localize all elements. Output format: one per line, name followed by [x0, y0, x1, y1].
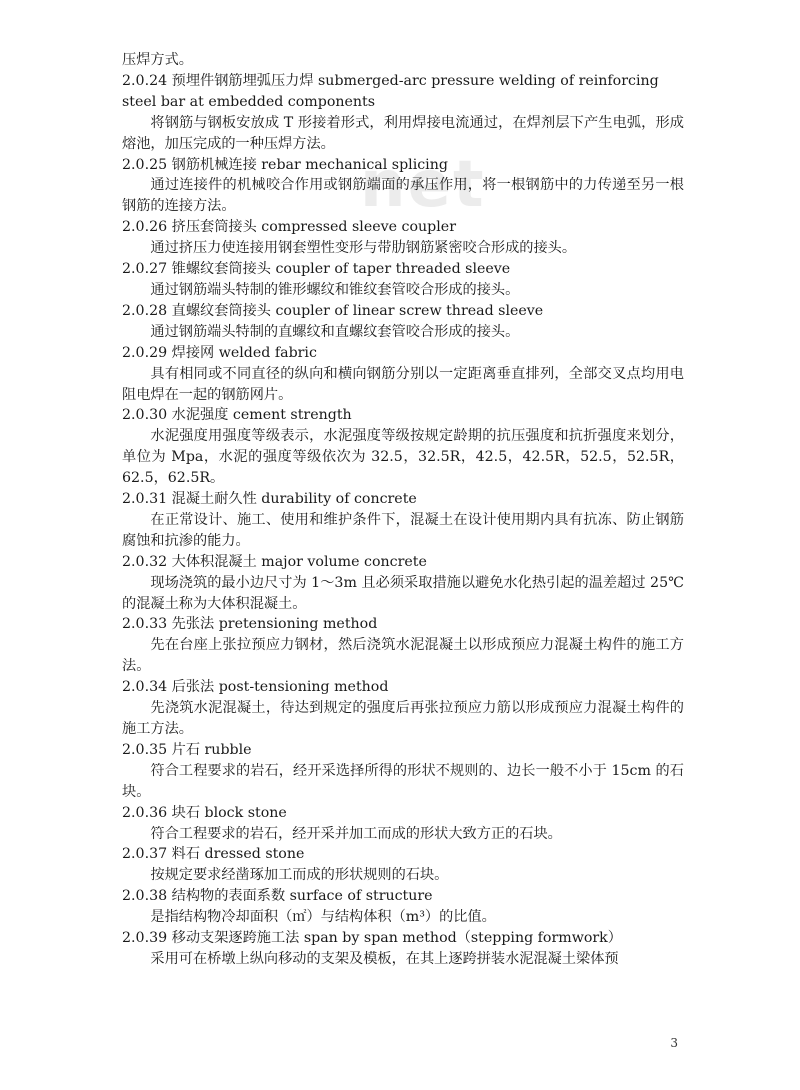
term-definition: 符合工程要求的岩石，经开采选择所得的形状不规则的、边长一般不小于 15cm 的石块。	[122, 762, 684, 800]
term-definition: 具有相同或不同直径的纵向和横向钢筋分别以一定距离垂直排列，全部交叉点均用电阻电焊在一起的钢筋网片。	[122, 365, 684, 403]
term-definition: 将钢筋与钢板安放成 T 形接着形式，利用焊接电流通过，在焊剂层下产生电弧，形成熔池，加压完成的一种压焊方法。	[122, 114, 684, 152]
term-definition: 先浇筑水泥混凝土，待达到规定的强度后再张拉预应力筋以形成预应力混凝土构件的施工方法。	[122, 700, 684, 737]
term-heading: 2.0.33 先张法 pretensioning method	[122, 616, 378, 633]
term-heading: 2.0.37 料石 dressed stone	[122, 846, 305, 863]
term-definition: 通过连接件的机械咬合作用或钢筋端面的承压作用，将一根钢筋中的力传递至另一根钢筋的连接方法。	[122, 177, 684, 215]
term-heading: 2.0.31 混凝土耐久性 durability of concrete	[122, 491, 417, 508]
term-definition: 通过钢筋端头特制的直螺纹和直螺纹套管咬合形成的接头。	[150, 323, 520, 340]
intro-line: 压焊方式。	[122, 52, 193, 68]
term-definition: 现场浇筑的最小边尺寸为 1～3m 且必须采取措施以避免水化热引起的温差超过 25℃的混凝土称为大体积混凝土。	[122, 574, 684, 612]
page-number: 3	[670, 1036, 678, 1050]
watermark: net	[360, 148, 486, 222]
document-body	[122, 50, 684, 970]
term-heading: 2.0.29 焊接网 welded fabric	[122, 344, 317, 361]
term-heading: 2.0.26 挤压套筒接头 compressed sleeve coupler	[122, 219, 456, 236]
term-heading: 2.0.25 钢筋机械连接 rebar mechanical splicing	[122, 156, 448, 173]
term-heading: 2.0.27 锥螺纹套筒接头 coupler of taper threaded sleeve	[122, 261, 511, 278]
term-definition: 是指结构物冷却面积（㎡）与结构体积（m³）的比值。	[150, 909, 496, 926]
term-heading: 2.0.34 后张法 post-tensioning method	[122, 679, 389, 696]
term-heading: 2.0.32 大体积混凝土 major volume concrete	[122, 553, 427, 570]
term-definition: 在正常设计、施工、使用和维护条件下，混凝土在设计使用期内具有抗冻、防止钢筋腐蚀和抗渗的能力。	[122, 511, 684, 549]
term-heading: 2.0.36 块石 block stone	[122, 804, 287, 821]
term-heading: 2.0.35 片石 rubble	[122, 741, 252, 758]
term-definition: 水泥强度用强度等级表示，水泥强度等级按规定龄期的抗压强度和抗折强度来划分，单位为 Mpa，水泥的强度等级依次为 32.5，32.5R，42.5，42.5R，52.5，52.5R，62.5，62.5R。	[122, 428, 684, 487]
term-heading: 2.0.38 结构物的表面系数 surface of structure	[122, 888, 433, 905]
term-definition: 通过挤压力使连接用钢套塑性变形与带肋钢筋紧密咬合形成的接头。	[150, 240, 577, 257]
term-list	[122, 71, 684, 970]
term-heading: 2.0.24 预埋件钢筋埋弧压力焊 submerged-arc pressure welding of reinforcing steel bar at embedded components	[122, 72, 659, 110]
term-heading: 2.0.39 移动支架逐跨施工法 span by span method（stepping formwork）	[122, 930, 622, 947]
term-heading: 2.0.30 水泥强度 cement strength	[122, 407, 352, 424]
term-heading: 2.0.28 直螺纹套筒接头 coupler of linear screw thread sleeve	[122, 302, 544, 319]
term-definition: 先在台座上张拉预应力钢材，然后浇筑水泥混凝土以形成预应力混凝土构件的施工方法。	[122, 637, 684, 675]
term-definition: 按规定要求经凿琢加工而成的形状规则的石块。	[150, 867, 449, 884]
term-definition: 采用可在桥墩上纵向移动的支架及模板，在其上逐跨拼装水泥混凝土梁体预	[150, 950, 619, 967]
term-definition: 符合工程要求的岩石，经开采并加工而成的形状大致方正的石块。	[150, 825, 562, 842]
term-definition: 通过钢筋端头特制的锥形螺纹和锥纹套管咬合形成的接头。	[150, 281, 520, 298]
